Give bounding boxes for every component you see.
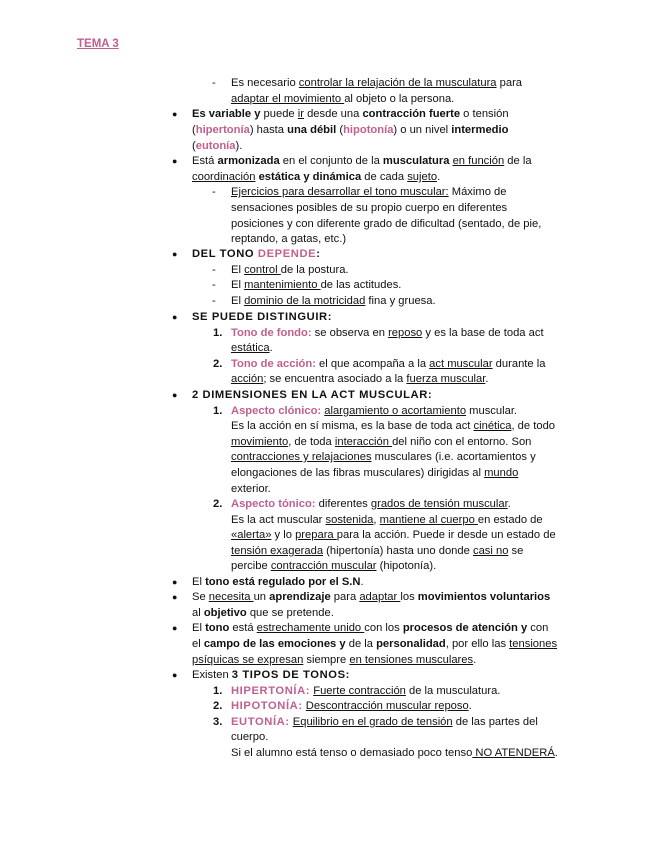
text-segment: intermedio	[451, 124, 509, 136]
text-segment: (	[192, 140, 196, 152]
text-segment: , de todo	[511, 420, 556, 432]
text-segment: ) hasta	[249, 124, 288, 136]
text-segment: controlar la relajación de la musculatura	[298, 77, 497, 89]
text-segment: Tono de fondo:	[231, 327, 312, 339]
text-segment: estrechamente unido	[256, 622, 365, 634]
text-segment: HIPOTONÍA:	[231, 700, 303, 712]
list-number: 2.	[213, 700, 223, 712]
text-line	[231, 684, 500, 700]
text-segment: de las actitudes.	[320, 279, 402, 291]
text-segment: mantiene al cuerpo	[379, 514, 478, 526]
dash-marker: -	[212, 264, 216, 276]
text-segment: tensiones	[509, 638, 558, 650]
text-segment: exterior.	[231, 483, 271, 495]
text-segment: necesita	[208, 591, 254, 603]
text-segment: sostenida	[325, 514, 374, 526]
text-segment: contracción fuerte	[362, 108, 461, 120]
text-segment: El	[231, 295, 245, 307]
text-segment: percibe	[231, 560, 271, 572]
bullet-marker: ●	[172, 670, 178, 680]
text-segment: Aspecto tónico:	[231, 498, 316, 510]
text-segment: Ejercicios para desarrollar el tono muscular:	[231, 186, 449, 198]
text-line	[192, 123, 508, 139]
list-number: 2.	[213, 358, 223, 370]
text-segment: ,	[373, 514, 380, 526]
text-segment: muscular.	[466, 405, 518, 417]
text-segment: :	[316, 248, 320, 260]
text-segment: act muscular	[429, 358, 493, 370]
text-segment: cuerpo.	[231, 731, 269, 743]
text-segment: de las partes del	[452, 716, 538, 728]
text-segment: alargamiento o acortamiento	[324, 405, 467, 417]
text-segment: Descontracción muscular reposo	[305, 700, 469, 712]
text-segment: al objeto o la persona.	[344, 93, 455, 105]
text-segment: NO ATENDERÁ	[472, 747, 555, 759]
text-segment: contracciones y relajaciones	[231, 451, 372, 463]
text-segment: (hipotonía).	[376, 560, 437, 572]
text-line	[231, 341, 273, 357]
text-segment: EUTONÍA:	[231, 716, 290, 728]
text-segment: mundo	[484, 467, 519, 479]
text-line	[192, 310, 332, 326]
text-segment: sujeto	[407, 171, 438, 183]
text-line	[192, 139, 242, 155]
text-segment: siempre	[303, 654, 350, 666]
text-segment: .	[507, 498, 511, 510]
text-segment: contracción muscular	[270, 560, 377, 572]
text-segment: diferentes	[315, 498, 371, 510]
text-segment: el	[192, 638, 204, 650]
text-segment: ir	[297, 108, 304, 120]
text-segment: el que acompaña a la	[315, 358, 430, 370]
text-line	[231, 232, 346, 248]
text-segment: .	[554, 747, 558, 759]
text-segment: durante la	[492, 358, 546, 370]
text-segment: ) o un nivel	[393, 124, 452, 136]
text-segment: Aspecto clónico:	[231, 405, 322, 417]
text-segment: 3 TIPOS DE TONOS:	[231, 669, 350, 681]
text-segment: en función	[452, 155, 505, 167]
text-segment: los	[400, 591, 418, 603]
text-line	[231, 559, 436, 575]
text-segment: procesos de atención y	[402, 622, 528, 634]
text-line	[192, 388, 432, 404]
text-segment: tensión exagerada	[231, 545, 324, 557]
text-segment: El	[192, 576, 206, 588]
text-segment: Es necesario	[231, 77, 299, 89]
text-segment: .	[473, 654, 477, 666]
text-segment: HIPERTONÍA:	[231, 685, 311, 697]
text-segment: aprendizaje	[269, 591, 331, 603]
bullet-marker: ●	[172, 390, 178, 400]
text-segment: musculares (i.e. acortamientos y	[371, 451, 536, 463]
text-line	[231, 746, 558, 762]
text-segment: reposo	[388, 327, 423, 339]
text-segment: puede	[260, 108, 298, 120]
text-segment: tono está regulado por el S.N	[205, 576, 361, 588]
text-segment: y es la base de toda act	[422, 327, 544, 339]
text-segment: objetivo	[203, 607, 247, 619]
document-title: TEMA 3	[77, 38, 119, 50]
text-line	[192, 590, 550, 606]
text-segment: de la	[504, 155, 532, 167]
text-segment: campo de las emociones y	[203, 638, 346, 650]
text-segment: (hipertonía) hasta uno donde	[323, 545, 473, 557]
text-segment: que se pretende.	[246, 607, 334, 619]
text-line	[231, 435, 531, 451]
text-line	[231, 201, 507, 217]
dash-marker: -	[212, 279, 216, 291]
bullet-marker: ●	[172, 592, 178, 602]
text-line	[231, 513, 543, 529]
text-segment: posiciones y con diferente grado de dificultad (sentado, de pie,	[231, 218, 542, 230]
text-segment: en tensiones musculares	[349, 654, 474, 666]
text-segment: de la postura.	[280, 264, 349, 276]
text-segment: 2 DIMENSIONES EN LA ACT MUSCULAR:	[192, 389, 433, 401]
text-line	[231, 450, 536, 466]
text-line	[231, 715, 538, 731]
text-segment: Equilibrio en el grado de tensión	[292, 716, 453, 728]
text-line	[231, 482, 271, 498]
text-segment: tono	[205, 622, 230, 634]
text-segment: acción	[231, 373, 264, 385]
text-segment: Máximo de	[448, 186, 507, 198]
text-line	[231, 372, 488, 388]
text-segment: fuerza muscular	[406, 373, 486, 385]
text-segment: fina y gruesa.	[365, 295, 436, 307]
text-line	[231, 185, 506, 201]
text-segment: ; se encuentra asociado a la	[263, 373, 407, 385]
text-segment: grados de tensión muscular	[370, 498, 508, 510]
dash-marker: -	[212, 295, 216, 307]
text-line	[231, 263, 349, 279]
text-segment: armonizada	[217, 155, 280, 167]
text-line	[192, 606, 334, 622]
text-segment: adaptar	[359, 591, 401, 603]
text-segment: El	[192, 622, 206, 634]
text-segment: de la	[345, 638, 377, 650]
text-segment: con los	[364, 622, 403, 634]
text-line	[192, 154, 532, 170]
text-segment: desde una	[303, 108, 363, 120]
text-segment: , por ello las	[445, 638, 510, 650]
text-segment: personalidad	[376, 638, 446, 650]
text-segment: Es la act muscular	[231, 514, 326, 526]
text-segment: , de toda	[288, 436, 335, 448]
text-segment: .	[485, 373, 489, 385]
text-segment: en el conjunto de la	[279, 155, 383, 167]
text-segment: DEPENDE	[257, 248, 317, 260]
text-segment: cinética	[473, 420, 512, 432]
bullet-marker: ●	[172, 156, 178, 166]
text-segment: movimientos voluntarios	[417, 591, 551, 603]
list-number: 3.	[213, 716, 223, 728]
text-segment: (	[336, 124, 344, 136]
bullet-marker: ●	[172, 109, 178, 119]
text-segment: adaptar el movimiento	[231, 93, 345, 105]
text-segment: control	[244, 264, 281, 276]
text-segment: dominio de la motricidad	[244, 295, 366, 307]
text-segment: reptando, a gatas, etc.)	[231, 233, 347, 245]
text-segment: Fuerte contracción	[313, 685, 406, 697]
text-line	[231, 76, 522, 92]
text-segment: y lo	[271, 529, 296, 541]
text-line	[231, 419, 555, 435]
list-number: 2.	[213, 498, 223, 510]
text-segment: «alerta»	[231, 529, 272, 541]
text-segment: estática	[231, 342, 270, 354]
text-segment: Si el alumno está tenso o demasiado poco tenso	[231, 747, 473, 759]
text-line	[231, 278, 401, 294]
text-segment: Existen	[192, 669, 232, 681]
text-segment: de cada	[361, 171, 408, 183]
text-segment: hipotonía	[343, 124, 394, 136]
list-number: 1.	[213, 327, 223, 339]
text-line	[192, 653, 476, 669]
text-segment: Es la acción en sí misma, es la base de toda act	[231, 420, 474, 432]
text-segment: se observa en	[311, 327, 389, 339]
text-segment: un	[253, 591, 270, 603]
text-segment: psíquicas se expresan	[192, 654, 304, 666]
text-segment: DEL TONO	[192, 248, 258, 260]
bullet-marker: ●	[172, 249, 178, 259]
text-line	[231, 92, 454, 108]
text-line	[231, 544, 523, 560]
text-segment: sensaciones posibles de su propio cuerpo en diferentes	[231, 202, 508, 214]
text-line	[192, 247, 320, 263]
text-line	[192, 575, 364, 591]
text-segment: coordinación	[192, 171, 256, 183]
text-segment: del niño con el entorno. Son	[392, 436, 532, 448]
text-segment: una débil	[287, 124, 337, 136]
text-segment: interacción	[334, 436, 393, 448]
text-segment: El	[231, 264, 245, 276]
text-segment: elongaciones de las fibras musculares) dirigidas al	[231, 467, 485, 479]
text-line	[231, 294, 436, 310]
text-segment: ).	[235, 140, 243, 152]
text-line	[192, 637, 557, 653]
text-segment: de la musculatura.	[405, 685, 501, 697]
text-segment: para	[496, 77, 523, 89]
text-segment: Es variable y	[192, 108, 261, 120]
text-segment: está	[229, 622, 257, 634]
bullet-marker: ●	[172, 623, 178, 633]
text-segment: hipertonía	[195, 124, 250, 136]
list-number: 1.	[213, 685, 223, 697]
text-line	[231, 730, 268, 746]
text-segment: o tensión	[460, 108, 509, 120]
text-segment: prepara	[295, 529, 337, 541]
text-line	[231, 217, 541, 233]
text-segment: .	[437, 171, 441, 183]
text-segment: musculatura	[382, 155, 450, 167]
bullet-marker: ●	[172, 312, 178, 322]
text-line	[231, 404, 517, 420]
text-segment: con	[527, 622, 549, 634]
text-line	[231, 497, 511, 513]
text-segment: movimiento	[231, 436, 289, 448]
list-number: 1.	[213, 405, 223, 417]
text-line	[192, 668, 350, 684]
text-line	[192, 621, 548, 637]
text-segment: SE PUEDE DISTINGUIR:	[192, 311, 333, 323]
text-segment: eutonía	[195, 140, 236, 152]
dash-marker: -	[212, 186, 216, 198]
text-segment: Está	[192, 155, 218, 167]
text-segment: Se	[192, 591, 209, 603]
text-segment: casi no	[472, 545, 509, 557]
text-line	[231, 699, 472, 715]
text-segment: para	[330, 591, 360, 603]
text-segment: para la acción. Puede ir desde un estado de	[336, 529, 556, 541]
bullet-marker: ●	[172, 577, 178, 587]
text-line	[192, 107, 509, 123]
text-line	[231, 357, 545, 373]
text-line	[192, 170, 440, 186]
text-segment: .	[468, 700, 472, 712]
text-line	[231, 528, 556, 544]
text-segment: estática y dinámica	[258, 171, 362, 183]
text-segment: .	[360, 576, 364, 588]
text-line	[231, 326, 544, 342]
text-segment: en estado de	[477, 514, 543, 526]
text-segment: se	[508, 545, 524, 557]
text-segment: .	[269, 342, 273, 354]
dash-marker: -	[212, 77, 216, 89]
text-segment: (	[192, 124, 196, 136]
text-segment: El	[231, 279, 245, 291]
text-line	[231, 466, 518, 482]
text-segment: Tono de acción:	[231, 358, 316, 370]
text-segment: mantenimiento	[244, 279, 321, 291]
text-segment: al	[192, 607, 204, 619]
